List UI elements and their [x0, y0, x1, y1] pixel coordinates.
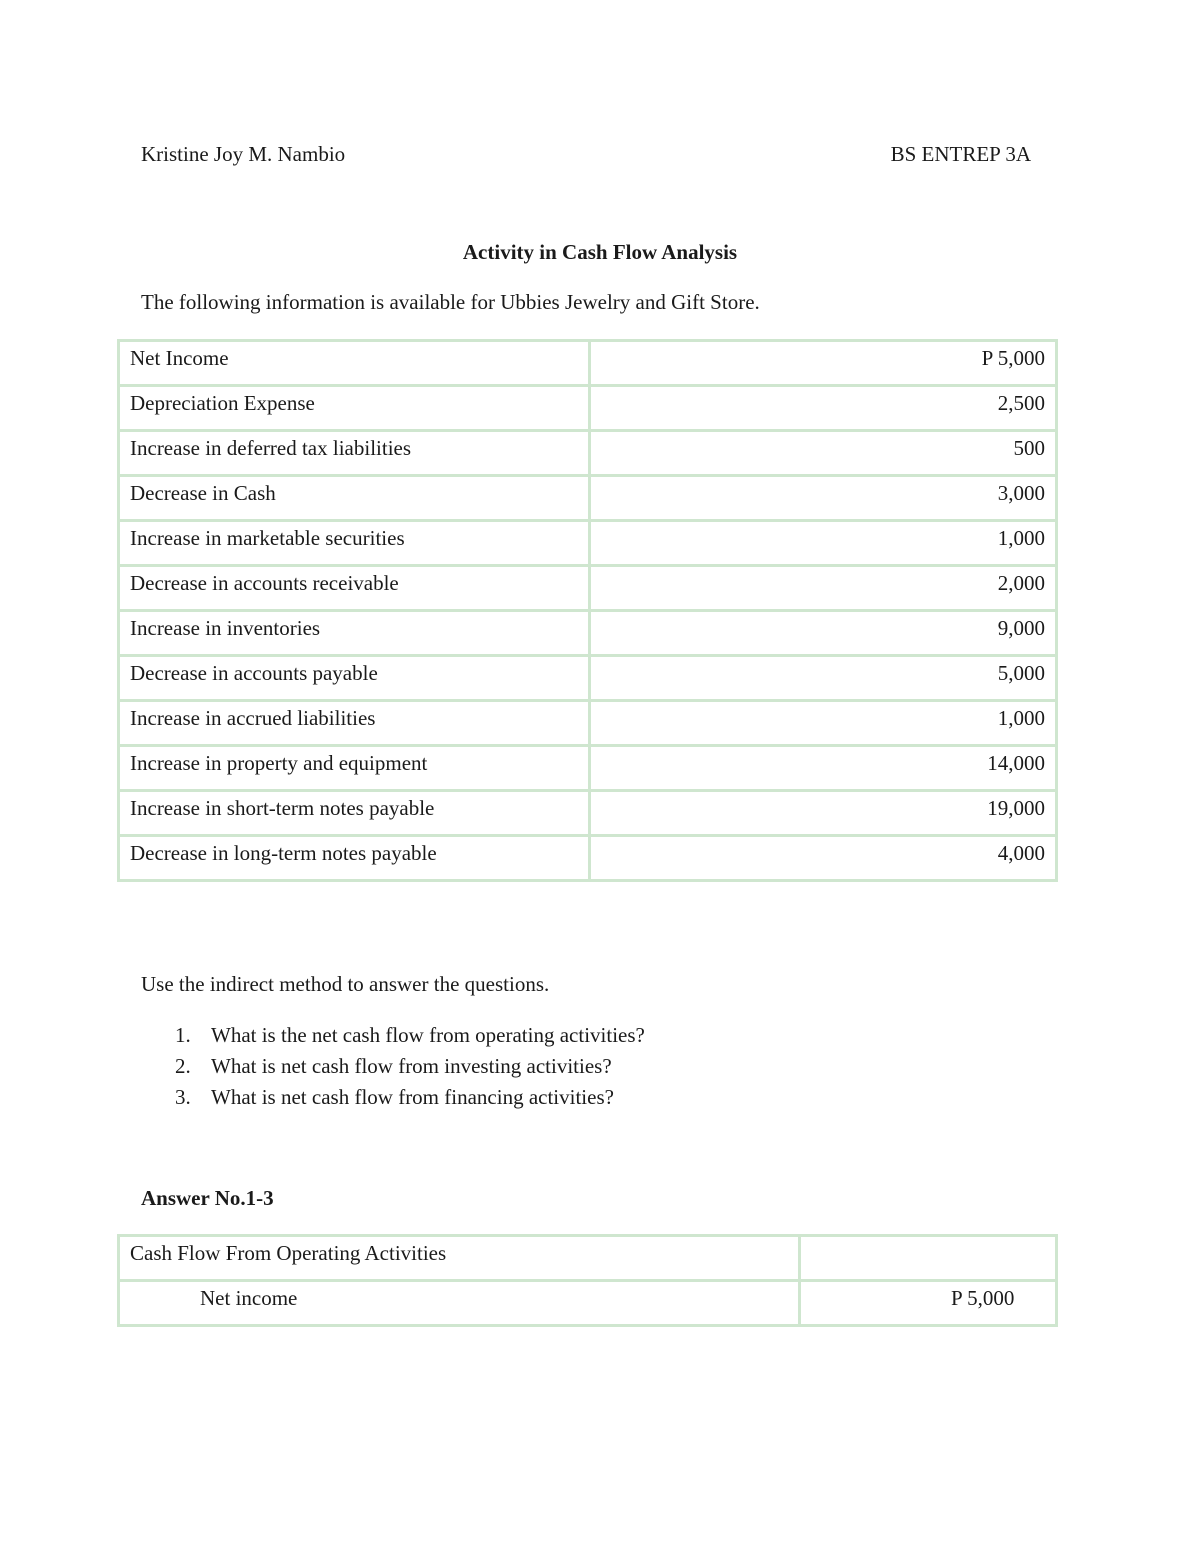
item-value: 14,000: [590, 746, 1057, 791]
question-number: 2.: [175, 1054, 191, 1078]
item-value: 4,000: [590, 836, 1057, 881]
table-row: [119, 476, 1057, 521]
table-row: [119, 611, 1057, 656]
item-label: Increase in short-term notes payable: [119, 791, 590, 836]
item-label: Decrease in accounts payable: [119, 656, 590, 701]
item-label: Net Income: [119, 341, 590, 386]
item-label: Decrease in Cash: [119, 476, 590, 521]
answer-label: Net income: [119, 1281, 800, 1326]
item-value: P 5,000: [590, 341, 1057, 386]
item-value: 19,000: [590, 791, 1057, 836]
item-label: Decrease in long-term notes payable: [119, 836, 590, 881]
item-label: Decrease in accounts receivable: [119, 566, 590, 611]
answer-heading: Answer No.1-3: [141, 1186, 274, 1210]
list-item: [141, 1082, 645, 1113]
intro-text: The following information is available for Ubbies Jewelry and Gift Store.: [141, 290, 760, 314]
answer-label: Cash Flow From Operating Activities: [119, 1236, 800, 1281]
table-row: [119, 701, 1057, 746]
class-section: BS ENTREP 3A: [890, 142, 1031, 166]
table-row: [119, 836, 1057, 881]
item-value: 3,000: [590, 476, 1057, 521]
table-row: [119, 656, 1057, 701]
table-row: [119, 521, 1057, 566]
question-number: 3.: [175, 1085, 191, 1109]
item-value: 2,000: [590, 566, 1057, 611]
document-header: [141, 142, 1031, 167]
answer-value: [800, 1236, 1057, 1281]
item-value: 9,000: [590, 611, 1057, 656]
table-row: [119, 746, 1057, 791]
table-row: [119, 431, 1057, 476]
list-item: [141, 1051, 645, 1082]
item-label: Increase in deferred tax liabilities: [119, 431, 590, 476]
item-label: Increase in accrued liabilities: [119, 701, 590, 746]
questions-list: [141, 1020, 645, 1113]
answer-value: P 5,000: [800, 1281, 1057, 1326]
item-value: 500: [590, 431, 1057, 476]
answer-table: [117, 1234, 1058, 1327]
question-text: What is the net cash flow from operating activities?: [211, 1023, 645, 1047]
question-text: What is net cash flow from investing activities?: [211, 1054, 612, 1078]
item-label: Increase in property and equipment: [119, 746, 590, 791]
list-item: [141, 1020, 645, 1051]
table-row: [119, 566, 1057, 611]
item-value: 1,000: [590, 701, 1057, 746]
table-row: [119, 341, 1057, 386]
item-value: 2,500: [590, 386, 1057, 431]
question-number: 1.: [175, 1023, 191, 1047]
instruction-text: Use the indirect method to answer the questions.: [141, 972, 550, 996]
item-label: Increase in marketable securities: [119, 521, 590, 566]
question-text: What is net cash flow from financing activities?: [211, 1085, 614, 1109]
table-row: [119, 1281, 1057, 1326]
table-row: [119, 1236, 1057, 1281]
item-label: Increase in inventories: [119, 611, 590, 656]
item-value: 5,000: [590, 656, 1057, 701]
cash-flow-data-table: [117, 339, 1058, 882]
table-row: [119, 791, 1057, 836]
item-label: Depreciation Expense: [119, 386, 590, 431]
activity-title: Activity in Cash Flow Analysis: [462, 240, 738, 264]
table-row: [119, 386, 1057, 431]
student-name: Kristine Joy M. Nambio: [141, 142, 346, 166]
item-value: 1,000: [590, 521, 1057, 566]
